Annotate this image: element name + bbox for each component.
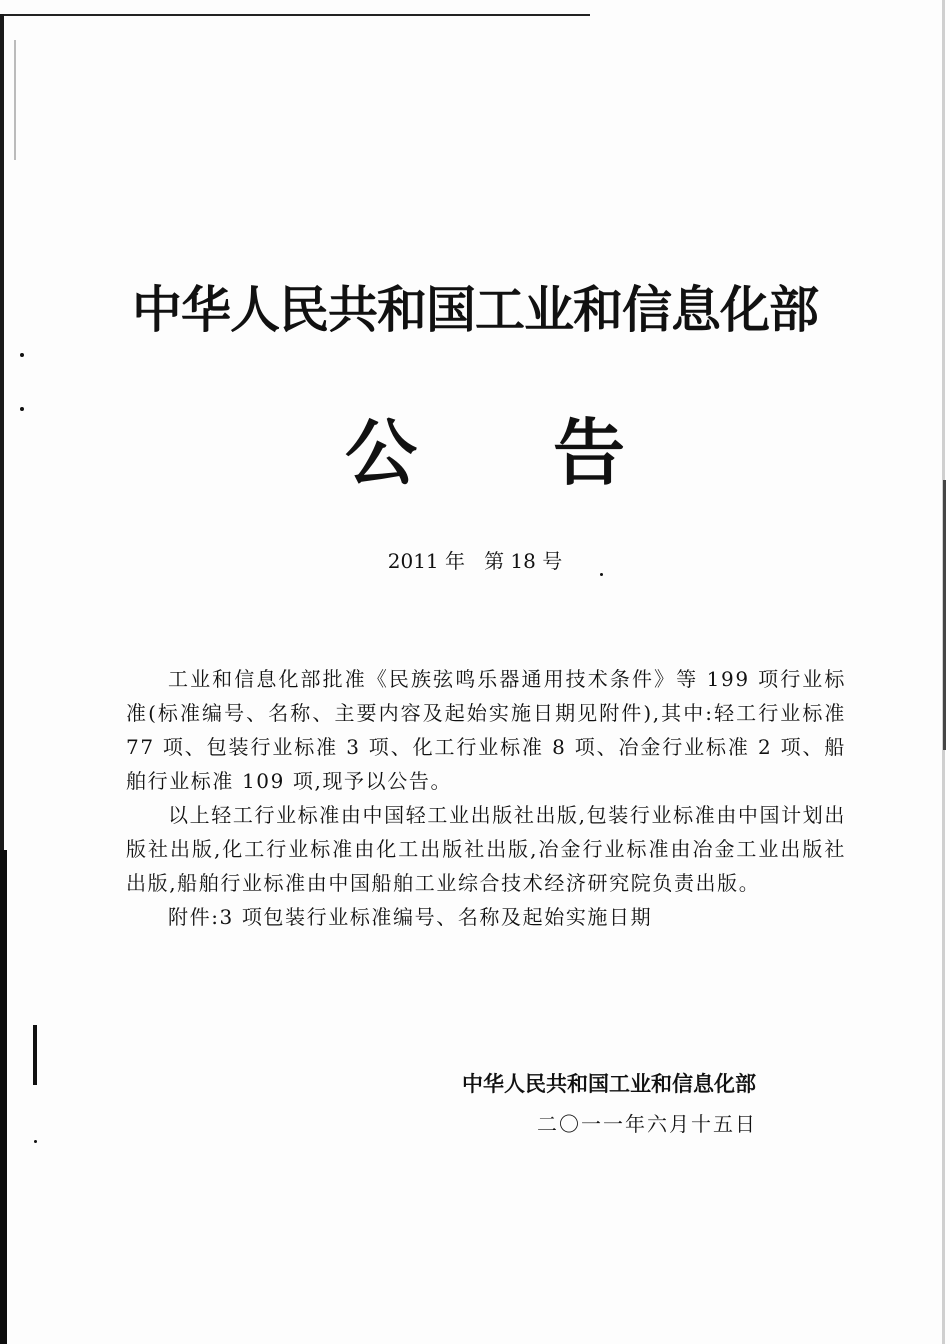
- issue-number: 2011 年 第 18 号: [387, 549, 563, 573]
- notice-title-right: 告: [552, 410, 625, 495]
- signature-date: 二〇一一年六月十五日: [537, 1112, 757, 1136]
- attachment-note: 附件:3 项包装行业标准编号、名称及起始实施日期: [168, 905, 653, 929]
- scan-speck: [20, 353, 24, 357]
- scan-edge-left-shadow: [0, 850, 7, 1344]
- scan-edge-top: [0, 14, 590, 16]
- notice-title-left: 公: [345, 410, 418, 495]
- notice-title: [345, 395, 625, 499]
- body-paragraph: 以上轻工行业标准由中国轻工业出版社出版,包装行业标准由中国计划出版社出版,化工行业标准由化工出版社出版,冶金行业标准由冶金工业出版社出版,船舶行业标准由中国船舶工业综合技术经济研究院负责出版。: [126, 803, 846, 895]
- body-paragraph: 工业和信息化部批准《民族弦鸣乐器通用技术条件》等 199 项行业标准(标准编号、名称、主要内容及起始实施日期见附件),其中:轻工行业标准 77 项、包装行业标准 3 项、化工行业标准 8 项、冶金行业标准 2 项、船舶行业标准 109 项,现予以公告。: [126, 667, 846, 793]
- signature-organization: 中华人民共和国工业和信息化部: [462, 1072, 756, 1096]
- ministry-title: 中华人民共和国工业和信息化部: [132, 281, 818, 339]
- notice-body: [126, 662, 846, 934]
- scan-mark: [33, 1025, 37, 1085]
- scan-speck: [20, 407, 24, 411]
- scan-margin-line: [14, 40, 16, 160]
- scan-edge-right-shadow: [943, 480, 946, 750]
- scan-speck: [34, 1140, 37, 1143]
